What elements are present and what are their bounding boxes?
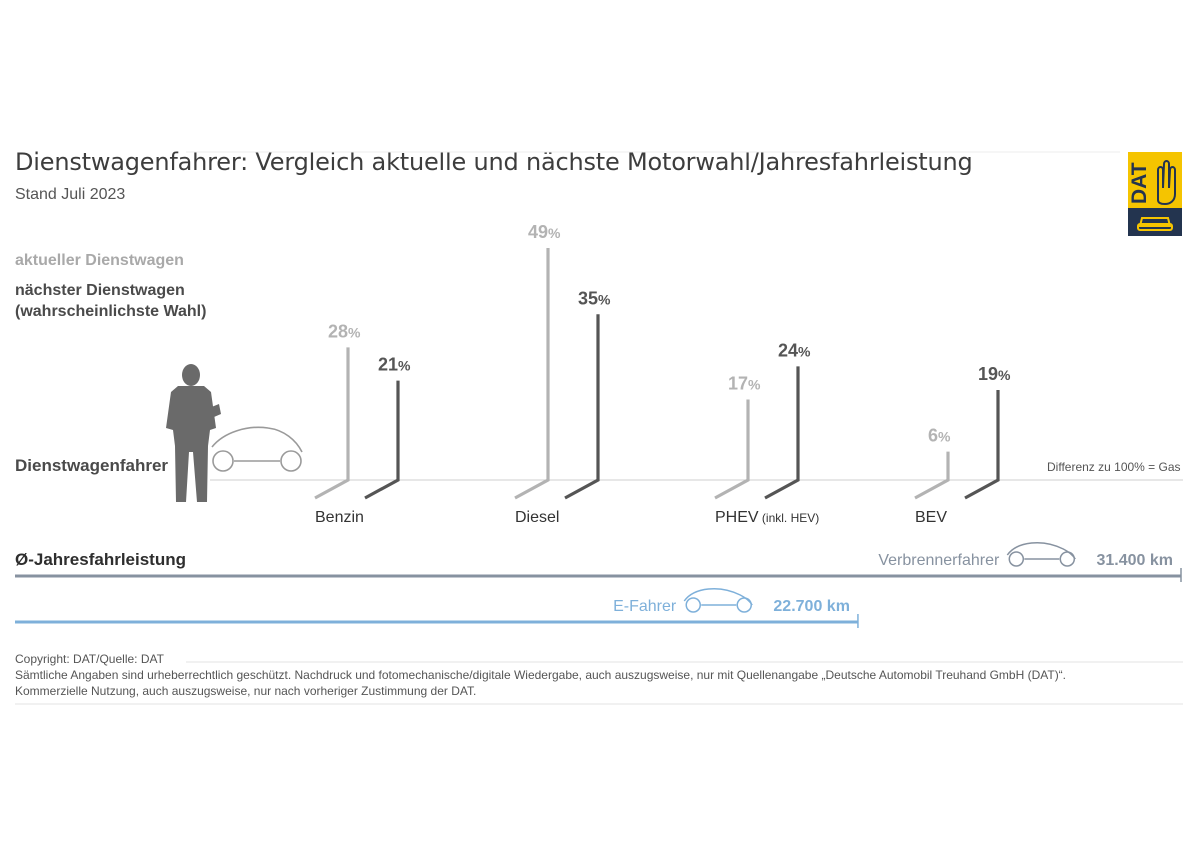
legend-next-line1: nächster Dienstwagen: [15, 282, 185, 299]
value-label-benzin-next: 21%: [378, 354, 411, 375]
mileage-value-electric: 22.700 km: [773, 598, 850, 615]
mileage-name-combustion: Verbrennerfahrer: [878, 552, 1000, 569]
footer-rights: Sämtliche Angaben sind urheberrechtlich geschützt. Nachdruck und fotomechanische/digitale Wiedergabe, auch auszugsweise, nur mit Quellenangabe „Deutsche Automobil Treuhand GmbH (DAT)“.: [15, 668, 1067, 682]
category-label-phev: PHEV (inkl. HEV): [715, 509, 820, 526]
mileage-car-roof-combustion: [1007, 543, 1075, 559]
category-label-bev: BEV: [915, 509, 948, 526]
bar-diesel-next: [565, 314, 598, 498]
bar-benzin-current: [315, 347, 348, 498]
footer-commercial: Kommerzielle Nutzung, auch auszugsweise, nur nach vorheriger Zustimmung der DAT.: [15, 684, 477, 698]
value-label-benzin-current: 28%: [328, 321, 361, 342]
businessman-icon: [166, 364, 221, 502]
mileage-car-icon-electric: [684, 589, 752, 612]
mileage-name-electric: E-Fahrer: [613, 598, 677, 615]
dat-logo: [1128, 152, 1182, 236]
mileage-value-combustion: 31.400 km: [1096, 552, 1173, 569]
mileage-car-wheel-rear-combustion: [1060, 552, 1074, 566]
footer-copyright: Copyright: DAT/Quelle: DAT: [15, 652, 164, 666]
mileage-car-wheel-front-electric: [686, 598, 700, 612]
value-label-bev-next: 19%: [978, 364, 1011, 385]
bar-phev-current: [715, 400, 748, 498]
chart-subtitle: Stand Juli 2023: [15, 186, 126, 203]
footer: [15, 651, 1066, 699]
bar-bev-next: [965, 390, 998, 498]
row-label: Dienstwagenfahrer: [15, 456, 169, 475]
bar-phev-next: [765, 366, 798, 498]
mileage-car-wheel-rear-electric: [737, 598, 751, 612]
chart-title: Dienstwagenfahrer: Vergleich aktuelle und nächste Motorwahl/Jahresfahrleistung: [15, 148, 973, 176]
bar-diesel-current: [515, 248, 548, 498]
mileage-car-wheel-front-combustion: [1009, 552, 1023, 566]
value-label-bev-current: 6%: [928, 425, 951, 446]
value-label-diesel-next: 35%: [578, 288, 611, 309]
mileage-car-icon-combustion: [1007, 543, 1075, 566]
yearly-mileage-group: [15, 543, 1181, 628]
difference-note: Differenz zu 100% = Gas: [1047, 460, 1181, 474]
car-icon: [212, 427, 302, 471]
category-label-benzin: Benzin: [315, 509, 364, 526]
mileage-car-roof-electric: [684, 589, 752, 605]
value-label-phev-current: 17%: [728, 373, 761, 394]
dat-logo-text: DAT: [1128, 162, 1151, 204]
value-label-diesel-current: 49%: [528, 222, 561, 242]
category-label-diesel: Diesel: [515, 509, 560, 526]
legend-current: aktueller Dienstwagen: [15, 252, 184, 269]
value-label-phev-next: 24%: [778, 340, 811, 361]
legend-next-line2: (wahrscheinlichste Wahl): [15, 303, 207, 320]
bar-bev-current: [915, 452, 948, 498]
yearly-mileage-title: Ø-Jahresfahrleistung: [15, 550, 186, 569]
